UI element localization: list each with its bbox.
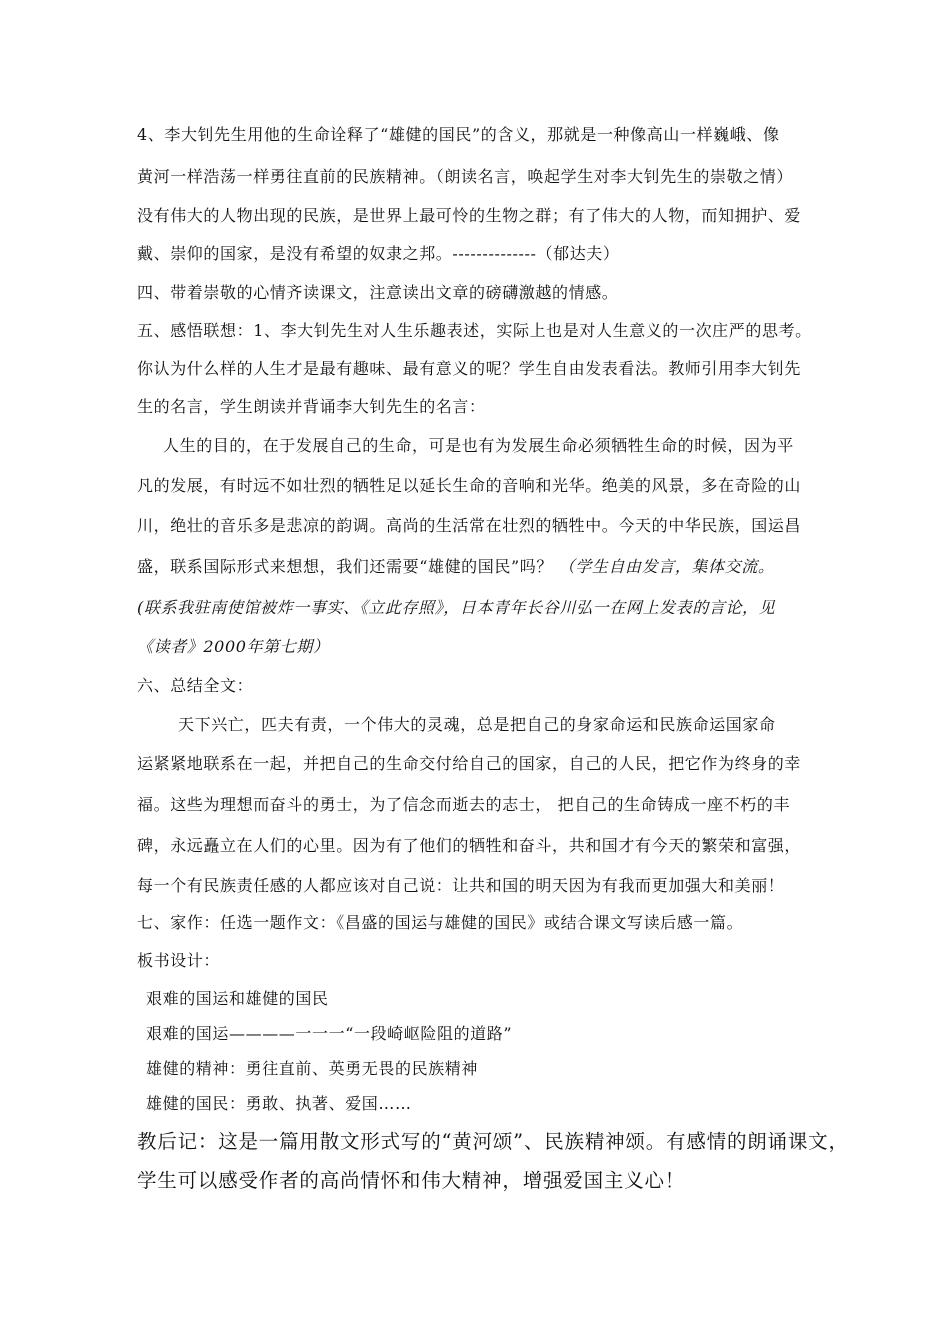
section-seven-line: 七、家作：任选一题作文：《昌盛的国运与雄健的国民》或结合课文写读后感一篇。 xyxy=(137,913,744,932)
board-line: 雄健的精神：勇往直前、英勇无畏的民族精神 xyxy=(146,1059,479,1078)
quote-line: 人生的目的，在于发展自己的生命，可是也有为发展生命必须牺牲生命的时候，因为平 xyxy=(163,436,794,455)
section-four-line: 四、带着崇敬的心情齐读课文，注意读出文章的磅礴激越的情感。 xyxy=(137,283,619,302)
text-line: 黄河一样浩荡一样勇往直前的民族精神。（朗读名言，唤起学生对李大钊先生的崇敬之情） xyxy=(137,167,794,186)
board-line: 雄健的国民：勇敢、执著、爱国…… xyxy=(146,1094,412,1113)
text-line: 五、感悟联想：1、李大钊先生对人生乐趣表述，实际上也是对人生意义的一次庄严的思考。 xyxy=(137,321,812,340)
text-line: 生的名言，学生朗读并背诵李大钊先生的名言： xyxy=(137,397,486,416)
italic-note-line: (联系我驻南使馆被炸一事实、《立此存照》，日本青年长谷川弘一在网上发表的言论，见 xyxy=(137,598,776,617)
quote-line: 凡的发展，有时远不如壮烈的牺牲足以延长生命的音响和光华。绝美的风景，多在奇险的山 xyxy=(137,476,802,495)
afterword-line: 学生可以感受作者的高尚情怀和伟大精神，增强爱国主义心！ xyxy=(137,1169,686,1192)
text-line: 每一个有民族责任感的人都应该对自己说：让共和国的明天因为有我而更加强大和美丽！ xyxy=(137,876,785,895)
quote-text: 盛，联系国际形式来想想，我们还需要“雄健的国民”吗？ xyxy=(137,557,553,576)
text-line: 没有伟大的人物出现的民族，是世界上最可怜的生物之群；有了伟大的人物，而知拥护、爱 xyxy=(137,206,802,225)
text-line: 碑，永远矗立在人们的心里。因为有了他们的牺牲和奋斗，共和国才有今天的繁荣和富强， xyxy=(137,836,802,855)
board-line: 艰难的国运和雄健的国民 xyxy=(146,989,329,1008)
section-heading: 六、总结全文： xyxy=(137,676,254,695)
text-line: 天下兴亡，匹夫有责，一个伟大的灵魂，总是把自己的身家命运和民族命运国家命 xyxy=(178,715,776,734)
afterword-line: 教后记：这是一篇用散文形式写的“黄河颂”、民族精神颂。有感情的朗诵课文， xyxy=(137,1130,849,1153)
board-line: 艰难的国运————一一一“一段崎岖险阻的道路” xyxy=(146,1024,513,1043)
text-line: 你认为什么样的人生才是最有趣味、最有意义的呢？学生自由发表看法。教师引用李大钊先 xyxy=(137,359,802,378)
italic-note-line: 《读者》2000年第七期） xyxy=(137,637,330,656)
text-line: 戴、崇仰的国家，是没有希望的奴隶之邦。--------------（郁达夫） xyxy=(137,244,620,263)
quote-line xyxy=(137,557,774,577)
quote-line: 川，绝壮的音乐多是悲凉的韵调。高尚的生活常在壮烈的牺牲中。今天的中华民族，国运昌 xyxy=(137,516,802,535)
section-heading: 板书设计： xyxy=(137,951,221,970)
text-line: 4、李大钊先生用他的生命诠释了“雄健的国民”的含义，那就是一种像高山一样巍峨、像 xyxy=(137,125,780,144)
text-line: 运紧紧地联系在一起，并把自己的生命交付给自己的国家，自己的人民，把它作为终身的幸 xyxy=(137,754,802,773)
italic-note: （学生自由发言，集体交流。 xyxy=(558,557,775,576)
text-line: 福。这些为理想而奋斗的勇士，为了信念而逝去的志士， 把自己的生命铸成一座不朽的丰 xyxy=(137,795,791,814)
